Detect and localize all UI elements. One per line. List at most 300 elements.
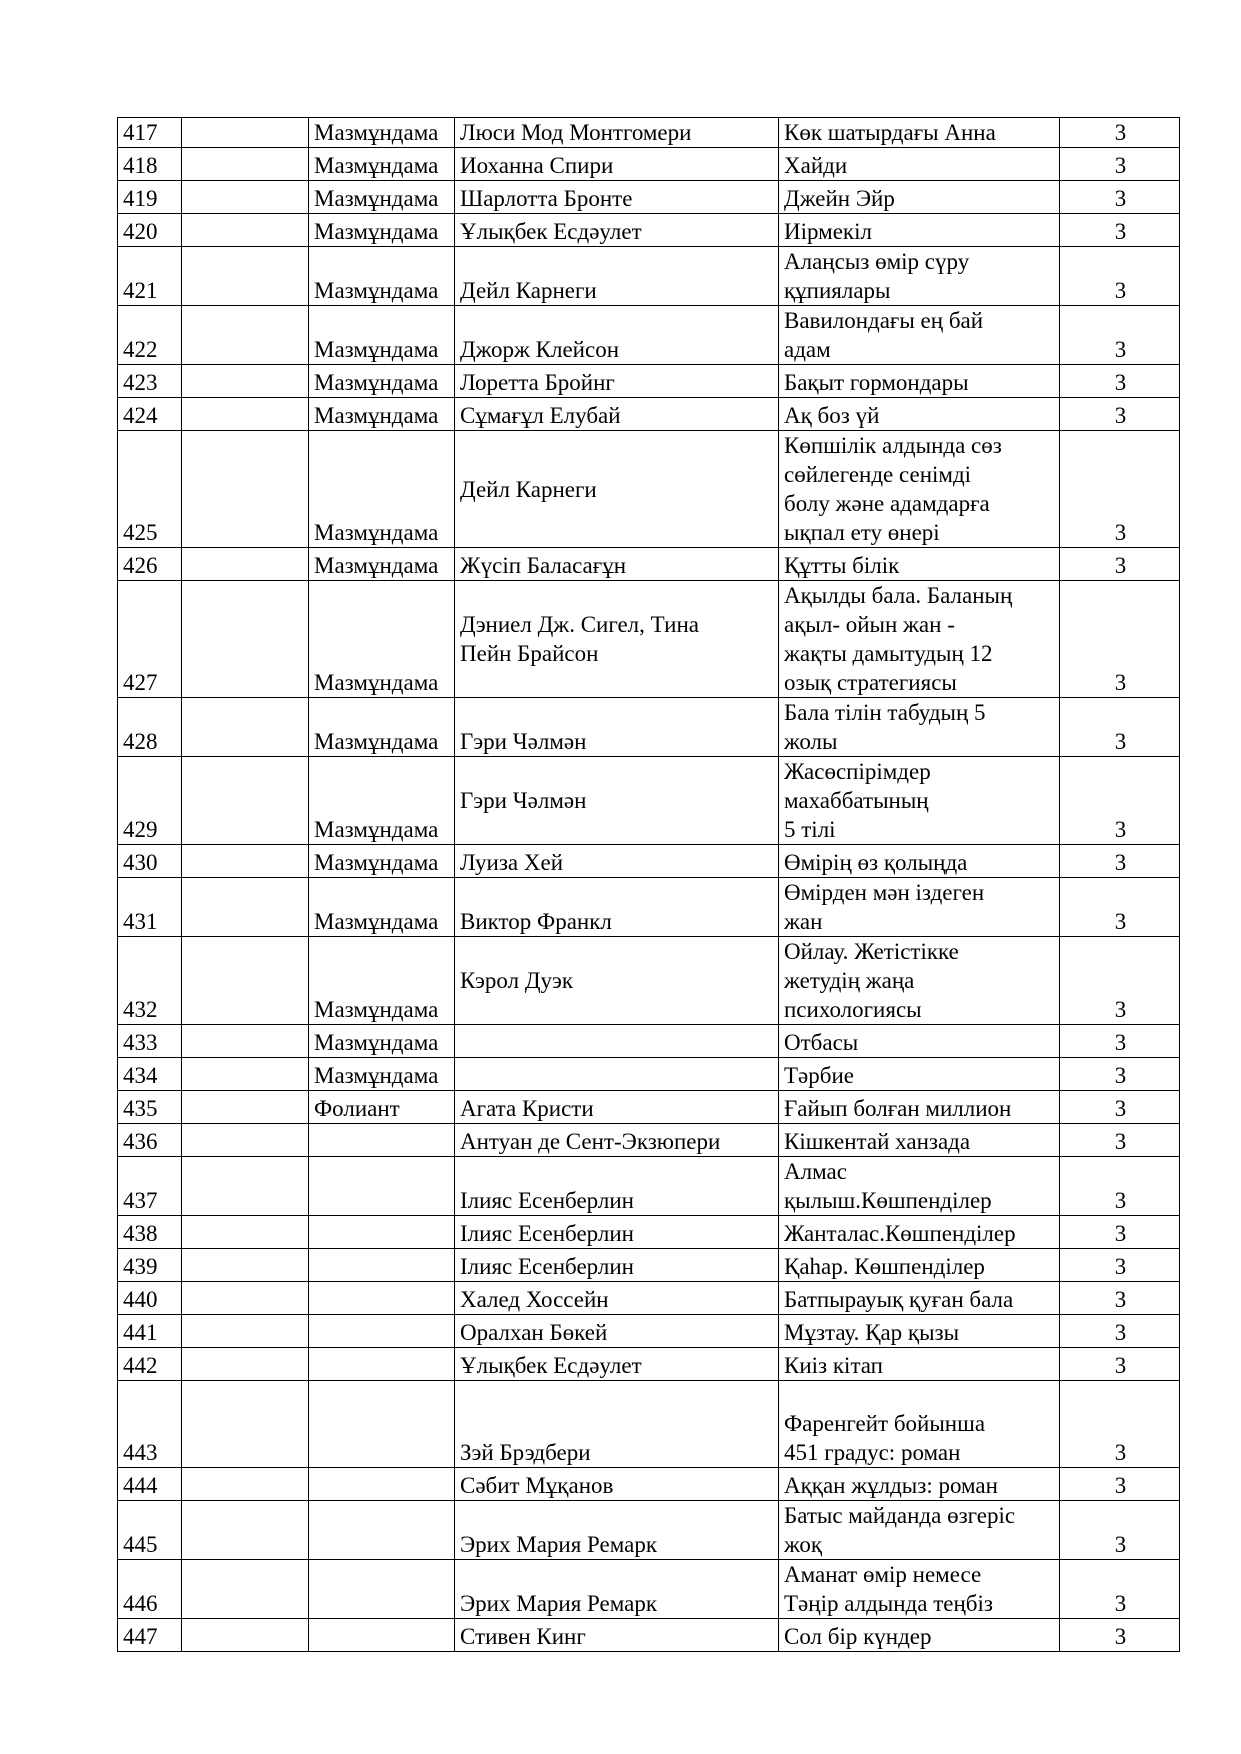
title-cell — [779, 1315, 1060, 1348]
author-text: Стивен Кинг — [460, 1624, 586, 1649]
quantity-text: 3 — [1114, 520, 1127, 545]
blank-cell — [182, 1282, 309, 1315]
row-number-text: 436 — [123, 1129, 158, 1154]
row-number-text: 443 — [123, 1440, 158, 1465]
quantity-text: 3 — [1114, 729, 1127, 754]
genre-cell — [309, 1249, 455, 1282]
row-number-text: 430 — [123, 850, 158, 875]
row-number-text: 427 — [123, 670, 158, 695]
row-number-cell — [118, 431, 182, 548]
quantity-text: 3 — [1114, 278, 1127, 303]
author-cell — [455, 1282, 779, 1315]
table-row — [118, 1619, 1180, 1652]
table-row — [118, 431, 1180, 548]
row-number-cell — [118, 757, 182, 845]
table-row — [118, 1560, 1180, 1619]
author-cell — [455, 1216, 779, 1249]
blank-cell — [182, 1468, 309, 1501]
quantity-cell — [1060, 581, 1180, 698]
table-row — [118, 148, 1180, 181]
author-cell — [455, 118, 779, 148]
quantity-text: 3 — [1114, 1440, 1127, 1465]
title-cell — [779, 1157, 1060, 1216]
genre-text: Мазмұндама — [314, 909, 439, 934]
table-row — [118, 398, 1180, 431]
table-row — [118, 581, 1180, 698]
table-row — [118, 1501, 1180, 1560]
title-cell — [779, 845, 1060, 878]
quantity-cell — [1060, 1025, 1180, 1058]
title-cell — [779, 1025, 1060, 1058]
genre-text: Мазмұндама — [314, 153, 439, 178]
quantity-cell — [1060, 1619, 1180, 1652]
quantity-cell — [1060, 1501, 1180, 1560]
blank-cell — [182, 214, 309, 247]
title-text: Батпырауық қуған бала — [784, 1287, 1014, 1312]
row-number-cell — [118, 878, 182, 937]
quantity-text: 3 — [1114, 1221, 1127, 1246]
author-cell — [455, 365, 779, 398]
title-text: Құтты білік — [784, 553, 900, 578]
genre-cell — [309, 1282, 455, 1315]
blank-cell — [182, 1091, 309, 1124]
title-text: Қаһар. Көшпенділер — [784, 1254, 985, 1279]
title-cell — [779, 247, 1060, 306]
author-cell — [455, 581, 779, 698]
author-cell — [455, 1025, 779, 1058]
row-number-text: 447 — [123, 1624, 158, 1649]
blank-cell — [182, 845, 309, 878]
row-number-text: 446 — [123, 1591, 158, 1616]
blank-cell — [182, 581, 309, 698]
title-cell — [779, 181, 1060, 214]
row-number-cell — [118, 398, 182, 431]
blank-cell — [182, 1249, 309, 1282]
title-cell — [779, 306, 1060, 365]
genre-cell — [309, 937, 455, 1025]
genre-cell — [309, 548, 455, 581]
author-cell — [455, 878, 779, 937]
author-text: Халед Хоссейн — [460, 1287, 609, 1312]
row-number-cell — [118, 365, 182, 398]
row-number-cell — [118, 118, 182, 148]
row-number-text: 424 — [123, 403, 158, 428]
table-row — [118, 1025, 1180, 1058]
author-text: Агата Кристи — [460, 1096, 594, 1121]
quantity-text: 3 — [1114, 817, 1127, 842]
title-text: Тәрбие — [784, 1063, 854, 1088]
author-text: Гэри Чәлмән — [460, 788, 587, 813]
quantity-cell — [1060, 878, 1180, 937]
quantity-cell — [1060, 548, 1180, 581]
quantity-cell — [1060, 1216, 1180, 1249]
table-row — [118, 1381, 1180, 1468]
blank-cell — [182, 1619, 309, 1652]
row-number-cell — [118, 214, 182, 247]
row-number-text: 425 — [123, 520, 158, 545]
title-cell — [779, 148, 1060, 181]
title-text: Ойлау. Жетістікке жетудің жаңа психологиясы — [784, 939, 959, 1022]
author-cell — [455, 247, 779, 306]
author-cell — [455, 148, 779, 181]
author-text: Зэй Брэдбери — [460, 1440, 591, 1465]
author-text: Сұмағұл Елубай — [460, 403, 621, 428]
book-list-table — [117, 117, 1180, 1652]
quantity-cell — [1060, 1348, 1180, 1381]
quantity-text: 3 — [1114, 186, 1127, 211]
row-number-text: 423 — [123, 370, 158, 395]
table-row — [118, 1058, 1180, 1091]
title-cell — [779, 214, 1060, 247]
row-number-text: 439 — [123, 1254, 158, 1279]
author-text: Ұлықбек Есдәулет — [460, 219, 642, 244]
row-number-cell — [118, 1058, 182, 1091]
genre-cell — [309, 214, 455, 247]
quantity-text: 3 — [1114, 1473, 1127, 1498]
row-number-cell — [118, 1124, 182, 1157]
title-cell — [779, 1381, 1060, 1468]
title-text: Алаңсыз өмір сүру құпиялары — [784, 249, 970, 303]
table-row — [118, 1216, 1180, 1249]
row-number-cell — [118, 1619, 182, 1652]
author-cell — [455, 1249, 779, 1282]
row-number-text: 445 — [123, 1532, 158, 1557]
row-number-text: 438 — [123, 1221, 158, 1246]
blank-cell — [182, 247, 309, 306]
author-text: Сәбит Мұқанов — [460, 1473, 614, 1498]
row-number-text: 441 — [123, 1320, 158, 1345]
title-text: Ақылды бала. Баланың ақыл- ойын жан - жақты дамытудың 12 озық стратегиясы — [784, 583, 1013, 695]
genre-cell — [309, 247, 455, 306]
title-cell — [779, 1216, 1060, 1249]
title-text: Бала тілін табудың 5 жолы — [784, 700, 986, 754]
row-number-text: 444 — [123, 1473, 158, 1498]
table-row — [118, 118, 1180, 148]
table-row — [118, 878, 1180, 937]
title-text: Батыс майданда өзгеріс жоқ — [784, 1503, 1016, 1557]
blank-cell — [182, 1501, 309, 1560]
table-row — [118, 1315, 1180, 1348]
quantity-text: 3 — [1114, 1096, 1127, 1121]
table-row — [118, 1249, 1180, 1282]
title-text: Сол бір күндер — [784, 1624, 932, 1649]
genre-cell — [309, 1560, 455, 1619]
table-row — [118, 757, 1180, 845]
genre-text: Мазмұндама — [314, 817, 439, 842]
table-row — [118, 698, 1180, 757]
quantity-cell — [1060, 1560, 1180, 1619]
title-cell — [779, 1468, 1060, 1501]
blank-cell — [182, 431, 309, 548]
table-row — [118, 1468, 1180, 1501]
genre-cell — [309, 757, 455, 845]
author-text: Шарлотта Бронте — [460, 186, 633, 211]
title-cell — [779, 431, 1060, 548]
quantity-cell — [1060, 118, 1180, 148]
title-text: Өмірден мән іздеген жан — [784, 880, 985, 934]
row-number-cell — [118, 148, 182, 181]
row-number-cell — [118, 1216, 182, 1249]
title-cell — [779, 1619, 1060, 1652]
quantity-cell — [1060, 431, 1180, 548]
title-cell — [779, 1282, 1060, 1315]
title-cell — [779, 1124, 1060, 1157]
title-text: Кішкентай ханзада — [784, 1129, 971, 1154]
genre-text: Мазмұндама — [314, 520, 439, 545]
title-text: Джейн Эйр — [784, 186, 895, 211]
genre-cell — [309, 1315, 455, 1348]
row-number-text: 434 — [123, 1063, 158, 1088]
genre-cell — [309, 878, 455, 937]
table-row — [118, 937, 1180, 1025]
title-cell — [779, 698, 1060, 757]
author-text: Оралхан Бөкей — [460, 1320, 608, 1345]
title-text: Фаренгейт бойынша 451 градус: роман — [784, 1411, 986, 1465]
quantity-cell — [1060, 757, 1180, 845]
quantity-cell — [1060, 398, 1180, 431]
author-text: Ілияс Есенберлин — [460, 1221, 634, 1246]
author-cell — [455, 1619, 779, 1652]
blank-cell — [182, 937, 309, 1025]
quantity-cell — [1060, 247, 1180, 306]
table-row — [118, 247, 1180, 306]
genre-cell — [309, 398, 455, 431]
genre-cell — [309, 1501, 455, 1560]
author-text: Эрих Мария Ремарк — [460, 1591, 658, 1616]
row-number-text: 417 — [123, 120, 158, 145]
author-text: Иоханна Спири — [460, 153, 614, 178]
genre-cell — [309, 1348, 455, 1381]
row-number-cell — [118, 937, 182, 1025]
genre-text: Мазмұндама — [314, 553, 439, 578]
row-number-text: 440 — [123, 1287, 158, 1312]
title-text: Көк шатырдағы Анна — [784, 120, 996, 145]
quantity-text: 3 — [1114, 120, 1127, 145]
author-text: Жүсіп Баласағұн — [460, 553, 627, 578]
blank-cell — [182, 1058, 309, 1091]
author-cell — [455, 1560, 779, 1619]
title-cell — [779, 937, 1060, 1025]
author-cell — [455, 1381, 779, 1468]
quantity-cell — [1060, 1091, 1180, 1124]
author-text: Антуан де Сент-Экзюпери — [460, 1129, 721, 1154]
row-number-text: 433 — [123, 1030, 158, 1055]
author-cell — [455, 757, 779, 845]
quantity-text: 3 — [1114, 553, 1127, 578]
quantity-text: 3 — [1114, 1591, 1127, 1616]
blank-cell — [182, 181, 309, 214]
quantity-cell — [1060, 1315, 1180, 1348]
title-cell — [779, 1091, 1060, 1124]
genre-text: Мазмұндама — [314, 337, 439, 362]
genre-cell — [309, 148, 455, 181]
genre-cell — [309, 1381, 455, 1468]
author-text: Джорж Клейсон — [460, 337, 620, 362]
row-number-text: 421 — [123, 278, 158, 303]
blank-cell — [182, 1216, 309, 1249]
row-number-text: 428 — [123, 729, 158, 754]
quantity-cell — [1060, 845, 1180, 878]
author-cell — [455, 548, 779, 581]
genre-text: Мазмұндама — [314, 120, 439, 145]
row-number-text: 442 — [123, 1353, 158, 1378]
genre-text: Мазмұндама — [314, 1030, 439, 1055]
quantity-text: 3 — [1114, 1030, 1127, 1055]
genre-cell — [309, 1124, 455, 1157]
title-text: Көпшілік алдында сөз сөйлегенде сенімді болу және адамдарға ықпал ету өнері — [784, 433, 1002, 545]
title-text: Хайди — [784, 153, 848, 178]
genre-cell — [309, 1025, 455, 1058]
author-cell — [455, 1091, 779, 1124]
row-number-cell — [118, 1157, 182, 1216]
row-number-text: 431 — [123, 909, 158, 934]
genre-cell — [309, 1058, 455, 1091]
blank-cell — [182, 1025, 309, 1058]
quantity-text: 3 — [1114, 1063, 1127, 1088]
title-cell — [779, 1249, 1060, 1282]
genre-cell — [309, 1091, 455, 1124]
author-text: Гэри Чәлмән — [460, 729, 587, 754]
quantity-cell — [1060, 181, 1180, 214]
row-number-cell — [118, 1091, 182, 1124]
quantity-cell — [1060, 1058, 1180, 1091]
quantity-cell — [1060, 1124, 1180, 1157]
quantity-text: 3 — [1114, 1129, 1127, 1154]
table-row — [118, 1282, 1180, 1315]
author-cell — [455, 306, 779, 365]
blank-cell — [182, 1348, 309, 1381]
quantity-cell — [1060, 1282, 1180, 1315]
quantity-cell — [1060, 1381, 1180, 1468]
title-text: Ғайып болған миллион — [784, 1096, 1012, 1121]
row-number-cell — [118, 698, 182, 757]
table-row — [118, 1124, 1180, 1157]
author-text: Дейл Карнеги — [460, 476, 597, 502]
quantity-text: 3 — [1114, 1254, 1127, 1279]
author-text: Луиза Хей — [460, 850, 564, 875]
author-cell — [455, 214, 779, 247]
row-number-cell — [118, 1282, 182, 1315]
quantity-text: 3 — [1114, 370, 1127, 395]
author-cell — [455, 937, 779, 1025]
blank-cell — [182, 1315, 309, 1348]
row-number-cell — [118, 581, 182, 698]
genre-cell — [309, 431, 455, 548]
quantity-text: 3 — [1114, 1188, 1127, 1213]
blank-cell — [182, 698, 309, 757]
author-cell — [455, 1468, 779, 1501]
row-number-cell — [118, 1249, 182, 1282]
author-cell — [455, 431, 779, 548]
author-text: Лоретта Бройнг — [460, 370, 615, 395]
author-cell — [455, 1157, 779, 1216]
genre-text: Мазмұндама — [314, 278, 439, 303]
blank-cell — [182, 757, 309, 845]
author-cell — [455, 1124, 779, 1157]
genre-text: Мазмұндама — [314, 403, 439, 428]
title-text: Мұзтау. Қар қызы — [784, 1320, 960, 1345]
quantity-text: 3 — [1114, 153, 1127, 178]
title-cell — [779, 1348, 1060, 1381]
quantity-text: 3 — [1114, 1353, 1127, 1378]
genre-cell — [309, 181, 455, 214]
genre-cell — [309, 1468, 455, 1501]
quantity-text: 3 — [1114, 1320, 1127, 1345]
row-number-cell — [118, 1315, 182, 1348]
title-cell — [779, 1560, 1060, 1619]
genre-cell — [309, 365, 455, 398]
title-cell — [779, 878, 1060, 937]
blank-cell — [182, 118, 309, 148]
author-cell — [455, 181, 779, 214]
row-number-cell — [118, 1348, 182, 1381]
table-row — [118, 306, 1180, 365]
row-number-cell — [118, 1025, 182, 1058]
row-number-text: 429 — [123, 817, 158, 842]
title-text: Жасөспірімдер махаббатының 5 тілі — [784, 759, 931, 842]
row-number-cell — [118, 1381, 182, 1468]
quantity-text: 3 — [1114, 909, 1127, 934]
title-cell — [779, 1058, 1060, 1091]
row-number-cell — [118, 548, 182, 581]
quantity-cell — [1060, 365, 1180, 398]
title-text: Өмірің өз қолыңда — [784, 850, 968, 875]
genre-text: Фолиант — [314, 1096, 400, 1121]
title-text: Иірмекіл — [784, 219, 872, 244]
row-number-text: 420 — [123, 219, 158, 244]
row-number-text: 432 — [123, 997, 158, 1022]
title-text: Алмас қылыш.Көшпенділер — [784, 1159, 992, 1213]
author-cell — [455, 845, 779, 878]
document-page — [117, 117, 1179, 1652]
title-cell — [779, 581, 1060, 698]
author-text: Ұлықбек Есдәулет — [460, 1353, 642, 1378]
title-cell — [779, 398, 1060, 431]
genre-cell — [309, 1216, 455, 1249]
blank-cell — [182, 1157, 309, 1216]
quantity-cell — [1060, 1468, 1180, 1501]
quantity-cell — [1060, 214, 1180, 247]
quantity-text: 3 — [1114, 403, 1127, 428]
author-cell — [455, 698, 779, 757]
title-text: Вавилондағы ең бай адам — [784, 308, 984, 362]
row-number-cell — [118, 306, 182, 365]
quantity-text: 3 — [1114, 219, 1127, 244]
author-cell — [455, 1315, 779, 1348]
quantity-text: 3 — [1114, 997, 1127, 1022]
title-cell — [779, 548, 1060, 581]
table-row — [118, 1091, 1180, 1124]
row-number-text: 437 — [123, 1188, 158, 1213]
author-text: Эрих Мария Ремарк — [460, 1532, 658, 1557]
genre-cell — [309, 1619, 455, 1652]
table-row — [118, 181, 1180, 214]
author-cell — [455, 1348, 779, 1381]
genre-text: Мазмұндама — [314, 186, 439, 211]
author-cell — [455, 398, 779, 431]
genre-text: Мазмұндама — [314, 850, 439, 875]
genre-text: Мазмұндама — [314, 219, 439, 244]
genre-text: Мазмұндама — [314, 1063, 439, 1088]
title-text: Бақыт гормондары — [784, 370, 969, 395]
quantity-cell — [1060, 1157, 1180, 1216]
table-row — [118, 214, 1180, 247]
title-text: Аққан жұлдыз: роман — [784, 1473, 998, 1498]
author-cell — [455, 1058, 779, 1091]
row-number-cell — [118, 1468, 182, 1501]
row-number-cell — [118, 1501, 182, 1560]
row-number-text: 426 — [123, 553, 158, 578]
